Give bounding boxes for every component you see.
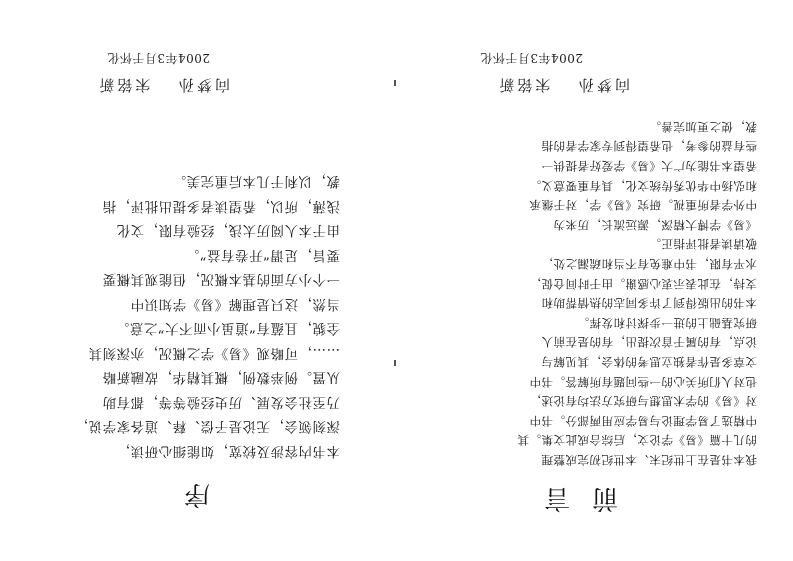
right-date: 2004年3月于怀化	[479, 51, 583, 65]
right-page-body	[517, 116, 757, 469]
right-paragraph-line: 《易》学博大精深，源远流长，历来为	[553, 217, 757, 232]
right-page-heading: 前言	[521, 483, 618, 513]
left-paragraph-line: ……，可略观《易》学之概况，亦深刻其	[88, 345, 340, 360]
author-name: 宋铭新	[96, 76, 151, 94]
right-paragraph-line: 本书的出版得到了许多同志的热情帮助和	[541, 296, 757, 311]
right-paragraph-line: 敬请读者批评指正。	[649, 237, 757, 252]
right-paragraph-line: 中外学者所重视。研究《易》学，对于继承	[529, 198, 757, 213]
right-paragraph-line: 些有益的参考，也希望得到专家学者的指	[541, 139, 757, 154]
right-paragraph-line: 支持，在此表示衷心感谢。由于时间仓促，	[529, 276, 757, 291]
left-authors	[96, 75, 230, 96]
left-paragraph-line: 全貌，且蕴有“道虽小而不大”之意。	[115, 320, 340, 336]
right-paragraph-line: 水平有限，书中难免有不当和疏漏之处，	[541, 257, 757, 272]
right-paragraph-line: 文章多是作者独立思考的体会，其见解与	[541, 355, 757, 370]
left-paragraph-line: 教，以利于几本后重完美。	[172, 173, 340, 189]
left-paragraph-line: 从置。例举数例，概其精华，故融新略	[102, 369, 340, 385]
right-paragraph-line: 也对人们所关心的一些问题有所解答。书中	[529, 374, 757, 389]
left-paragraph-line: 深刻领会，无论是子偿、释、道各家学说，	[74, 418, 340, 434]
left-paragraph-line: 本书内容涉及较宽，如能细心研读，	[116, 443, 340, 458]
right-paragraph-line: 和弘扬中华优秀传统文化，具有重要意义。	[529, 178, 757, 193]
right-paragraph-line: 我本书是在上世纪末、本世纪初完成整理	[541, 453, 757, 467]
right-page	[396, 0, 793, 561]
right-paragraph-line: 希望本书能为广大《易》学爱好者提供一	[541, 159, 757, 174]
left-page	[0, 0, 396, 561]
left-page-body	[74, 168, 340, 462]
right-authors	[496, 75, 630, 96]
right-paragraph-line: 中精选了易学理论与易学应用两部分。书中	[529, 413, 757, 428]
left-page-content	[0, 0, 396, 561]
left-page-heading: 序	[161, 479, 210, 509]
left-paragraph-line: 一个小方面的基本概况，但能观其概要	[102, 271, 340, 287]
author-name: 宋铭新	[496, 76, 551, 94]
right-paragraph-line: 论点，有的属于首次提出，有的是在前人	[541, 335, 757, 350]
left-paragraph-line: 由于本人阅历太浅，经验有限，文化	[116, 222, 340, 238]
left-date: 2004年3月于怀化	[106, 51, 210, 65]
right-page-content	[396, 0, 793, 561]
left-paragraph-line: 乃至社会发展、历史经验等等，都有助	[102, 394, 340, 409]
right-paragraph-line: 教，使之更加完善。	[649, 119, 757, 134]
left-paragraph-line: 要旨，足谓“开卷有益”。	[185, 247, 340, 262]
right-paragraph-line: 的几十篇《易》学论文，后综合成此文集。其	[517, 433, 757, 448]
author-name: 向梦孙	[175, 76, 230, 94]
right-paragraph-line: 研究基础上的进一步探讨和发挥。	[577, 315, 757, 330]
author-name: 向梦孙	[575, 76, 630, 94]
left-paragraph-line: 当然，这只是理解《易》学知识中	[130, 296, 340, 311]
right-paragraph-line: 对《易》的学术思想与研究方法均有论述，	[529, 394, 757, 409]
left-paragraph-line: 浅薄，所以，希望读者多提出批评，指	[102, 198, 340, 213]
